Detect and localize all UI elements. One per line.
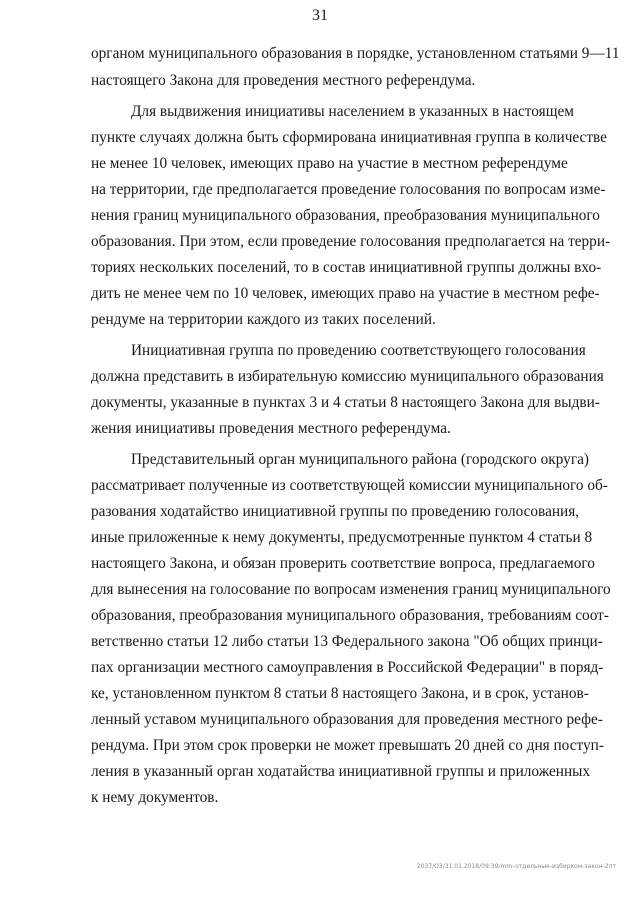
text-line: рассматривает полученные из соответствующей комиссии муниципального об-: [91, 477, 608, 494]
text-line: ториях нескольких поселений, то в состав инициативной группы должны вхо-: [91, 259, 602, 276]
text-line: Для выдвижения инициативы населением в указанных в настоящем: [131, 103, 574, 120]
footer-document-code: 2037/ОЗ/31.01.2018/09:39/mm–отдельные-избирком-закон-2пт: [416, 863, 616, 870]
text-line: рендума. При этом срок проверки не может превышать 20 дней со дня поступ-: [91, 737, 604, 754]
text-line: иные приложенные к нему документы, предусмотренные пунктом 4 статьи 8: [91, 529, 593, 546]
text-line: Инициативная группа по проведению соответствующего голосования: [131, 342, 586, 359]
text-line: настоящего Закона, и обязан проверить соответствие вопроса, предлагаемого: [91, 555, 595, 572]
text-line: ленный уставом муниципального образования для проведения местного рефе-: [91, 711, 603, 728]
text-line: пах организации местного самоуправления в Российской Федерации" в поряд-: [91, 659, 604, 676]
text-line: на территории, где предполагается проведение голосования по вопросам изме-: [91, 181, 606, 198]
text-line: к нему документов.: [91, 789, 219, 806]
text-line: дить не менее чем по 10 человек, имеющих право на участие в местном рефе-: [91, 285, 600, 302]
page-number: 31: [312, 7, 328, 24]
text-line: Представительный орган муниципального района (городского округа): [131, 451, 589, 468]
text-line: документы, указанные в пунктах 3 и 4 статьи 8 настоящего Закона для выдви-: [91, 394, 600, 411]
text-line: не менее 10 человек, имеющих право на участие в местном референдуме: [91, 155, 568, 172]
text-line: нения границ муниципального образования, преобразования муниципального: [91, 207, 600, 224]
text-line: настоящего Закона для проведения местного референдума.: [91, 72, 476, 89]
text-line: образования, преобразования муниципального образования, требованиям соот-: [91, 607, 609, 624]
text-line: органом муниципального образования в порядке, установленном статьями 9—11: [91, 45, 620, 62]
text-line: ветственно статьи 12 либо статьи 13 Федерального закона "Об общих принци-: [91, 633, 603, 650]
text-line: пункте случаях должна быть сформирована инициативная группа в количестве: [91, 129, 607, 146]
text-line: должна представить в избирательную комиссию муниципального образования: [91, 368, 604, 385]
text-line: разования ходатайство инициативной группы по проведению голосования,: [91, 503, 580, 520]
text-line: ке, установленном пунктом 8 статьи 8 настоящего Закона, и в срок, установ-: [91, 685, 589, 702]
text-line: ления в указанный орган ходатайства инициативной группы и приложенных: [91, 763, 591, 780]
text-line: образования. При этом, если проведение голосования предполагается на терри-: [91, 233, 611, 250]
text-line: жения инициативы проведения местного референдума.: [91, 420, 451, 437]
text-line: для вынесения на голосование по вопросам изменения границ муниципального: [91, 581, 611, 598]
text-line: рендуме на территории каждого из таких поселений.: [91, 311, 436, 328]
